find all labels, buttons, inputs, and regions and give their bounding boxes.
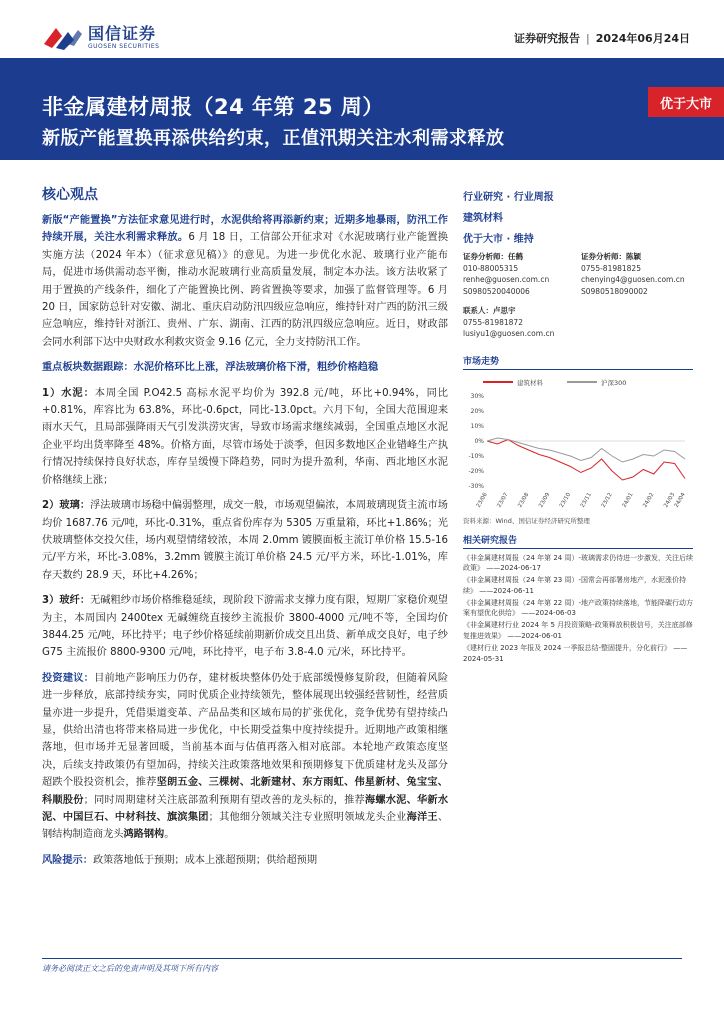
para-risk-body: 政策落地低于预期；成本上涨超预期；供给超预期 [92, 854, 318, 866]
analyst-phone: 010-88005315 [463, 263, 519, 273]
legend-label: 沪深300 [601, 378, 627, 387]
x-tick-label: 23/07 [496, 491, 510, 509]
para-policy-body: 6 月 18 日，工信部公开征求对《水泥玻璃行业产能置换实施方法（2024 年本）（征求意见稿）》的意见。为进一步优化水泥、玻璃行业产能布局，促进市场供需动态平衡，推动水泥玻璃行业高质量发展，制定本办法。该方法收紧了用于置换的产线条件，细化了产能置换比例、跨省置换等要求，加强了监督管理等。6 月 20 日，国家防总针对安徽、湖北、重庆启动防汛四级应急响应，维持针对广西的防汛三级应急响应，维持针对浙江、贵州、广东、湖南、江西的防汛四级应急响应。近日，财政部会同水利部下达中央财政水利救灾资金 9.16 亿元，全力支持防汛工作。 [42, 232, 448, 348]
chart-plot [463, 374, 693, 514]
report-category: 行业研究 · 行业周报 [463, 192, 554, 203]
legend-item [567, 378, 626, 387]
report-type: 证券研究报告 [514, 32, 581, 45]
y-tick-label: -20% [468, 467, 484, 475]
company-logo [42, 24, 159, 50]
stocks-consumer: 坚朗五金、三棵树、北新建材、东方雨虹、伟星新材、兔宝宝、科顺股份 [42, 777, 448, 806]
analyst-label: 证券分析师： [581, 252, 626, 261]
analyst-card [581, 251, 693, 297]
para-fiberglass [42, 592, 448, 662]
y-tick-label: 10% [470, 422, 484, 430]
related-report-item[interactable]: 《非金属建材行业 2024 年 5 月投资策略-政策释放积极信号，关注底部修复推进效果》 ——2024-06-01 [463, 621, 693, 641]
x-tick-label: 23/08 [517, 491, 531, 509]
para-risk [42, 852, 448, 869]
y-tick-label: 30% [470, 392, 484, 400]
contact-label: 联系人： [463, 306, 493, 315]
logo-name-cn: 国信证券 [88, 23, 157, 43]
legend-label: 建筑材料 [517, 378, 543, 387]
para-policy-lead: 新版“产能置换”方法征求意见进行时，水泥供给将再添新约束；近期多地暴雨，防汛工作持续开展，关注水利需求释放。 [42, 215, 448, 244]
logo-name-en: GUOSEN SECURITIES [88, 42, 160, 50]
x-tick-label: 23/11 [579, 491, 593, 509]
related-report-item[interactable]: 《非金属建材周报（24 年第 22 周）-地产政策持续落地，节能降碳行动方案有望优化供给》 ——2024-06-03 [463, 598, 694, 618]
contact-email[interactable]: lusiyu1@guosen.com.cn [463, 329, 555, 338]
analyst-cert: S0980518090002 [581, 286, 648, 296]
analyst-label: 证券分析师： [463, 252, 508, 261]
analyst-card [463, 251, 575, 297]
x-tick-label: 23/06 [475, 491, 489, 509]
related-reports [463, 553, 693, 665]
para-risk-lead: 风险提示： [42, 854, 93, 866]
analyst-email[interactable]: chenying4@guosen.com.cn [581, 275, 685, 284]
y-tick-label: -10% [468, 452, 484, 460]
related-report-item[interactable]: 《非金属建材周报（24 年第 23 周）-国常会再部署房地产，水泥涨价持续》 ——2024-06-11 [463, 576, 687, 595]
stocks-cyclical: 海螺水泥、华新水泥、中国巨石、中材科技、旗滨集团 [42, 794, 449, 823]
title-banner [0, 58, 724, 160]
y-tick-label: -30% [468, 482, 484, 490]
x-tick-label: 24/02 [642, 491, 656, 509]
x-tick-label: 24/01 [621, 491, 635, 509]
para-glass-lead: 2）玻璃： [42, 500, 91, 512]
legend-swatch [567, 381, 597, 383]
contact-card [463, 305, 693, 340]
y-tick-label: 0% [474, 437, 484, 445]
report-subtitle: 新版产能置换再添供给约束，正值汛期关注水利需求释放 [42, 128, 505, 149]
analyst-email[interactable]: renhe@guosen.com.cn [463, 275, 550, 284]
analyst-phone: 0755-81981825 [581, 263, 641, 273]
report-meta: 证券研究报告 | 2024年06月24日 [514, 32, 690, 45]
core-views [42, 186, 448, 877]
chart-source: 资料来源：Wind、国信证券经济研究所整理 [463, 516, 590, 525]
para-investment [42, 670, 448, 844]
para-investment-body-d: 、钢结构制造商龙头 [42, 812, 448, 841]
series-line [487, 438, 685, 462]
series-line [487, 439, 685, 480]
x-tick-label: 24/03 [663, 491, 677, 509]
market-trend-heading: 市场走势 [463, 354, 693, 370]
industry-name: 建筑材料 [463, 213, 503, 224]
chart-legend [483, 378, 650, 387]
stock-steel: 鸿路钢构 [123, 829, 165, 841]
logo-mark-icon [42, 24, 82, 50]
para-fiberglass-lead: 3）玻纤： [42, 595, 91, 607]
industry-rating: 优于大市 · 维持 [463, 234, 534, 245]
para-glass [42, 497, 448, 584]
market-trend-chart [463, 374, 693, 514]
analyst-cert: S0980520040006 [463, 286, 530, 296]
footer-disclaimer: 请务必阅读正文之后的免责声明及其项下所有内容 [42, 958, 682, 974]
para-policy [42, 212, 448, 351]
analyst-list [463, 251, 693, 297]
para-fiberglass-body: 无碱粗纱市场价格维稳延续，现阶段下游需求支撑力度有限，短期厂家稳价观望为主，本周国内 2400tex 无碱缠绕直接纱主流报价 3800-4000 元/吨不等，全国均价 3844.25 元/吨，环比持平；电子纱价格延续前期新价成交且出货、新单成交良好，电子纱 G75 主流报价 8800-9300 元/吨，环比持平，电子布 3.8-4.0 元/米，环比持平。 [42, 595, 448, 659]
rating-badge: 优于大市 [648, 87, 724, 117]
legend-item [483, 378, 543, 387]
para-tracking: 重点板块数据跟踪：水泥价格环比上涨，浮法玻璃价格下滑，粗纱价格趋稳 [42, 362, 379, 374]
related-heading: 相关研究报告 [463, 533, 693, 549]
x-tick-label: 24/04 [673, 491, 687, 509]
para-cement-lead: 1）水泥： [42, 387, 95, 399]
analyst-name: 陈颖 [626, 252, 641, 261]
report-title: 非金属建材周报（24 年第 25 周） [42, 95, 384, 119]
related-report-item[interactable]: 《非金属建材周报（24 年第 24 周）-玻璃需求仍待进一步激发，关注后续政策》 ——2024-06-17 [463, 553, 694, 573]
para-investment-end: 。 [164, 829, 175, 841]
y-tick-label: 20% [470, 407, 484, 415]
para-investment-body-c: ；其他细分领域关注专业照明领域龙头企业 [208, 812, 407, 823]
para-cement [42, 385, 448, 489]
contact-phone: 0755-81981872 [463, 317, 523, 327]
contact-name: 卢思宇 [493, 306, 516, 315]
legend-swatch [483, 381, 513, 383]
related-report-item[interactable]: 《建材行业 2023 年报及 2024 一季报总结-整固提升，分化前行》 ——2024-05-31 [463, 643, 688, 663]
core-heading: 核心观点 [42, 187, 98, 203]
x-tick-label: 23/09 [538, 491, 552, 509]
para-investment-body-a: 目前地产影响压力仍存，建材板块整体仍处于底部缓慢修复阶段，但随着风险进一步释放，底部持续夯实，同时优质企业持续领先，整体展现出较强经营韧性，经营质量亦进一步提升，凭借渠道变革、产品品类和区域布局的扩张优化，竞争优势有望持续凸显，供给出清也将带来格局进一步优化，中长期受益集中度持续提升。近期地产政策相继落地，但市场并无显著回暖，当前基本面与估值再落入相对底部。本轮地产政策态度坚决，后续支持政策仍有望加码，持续关注政策落地效果和预期修复下优质建材龙头及部分超跌个股投资机会，推荐 [42, 672, 449, 789]
sidebar [463, 190, 693, 665]
para-cement-body: 本周全国 P.O42.5 高标水泥平均价为 392.8 元/吨，环比+0.94%，同比+0.81%，库容比为 63.8%，环比-0.6pct，同比-13.0pct。六月下旬，全国大范围迎来雨水天气，且局部强降雨天气引发洪涝灾害，导致市场需求继续减弱，全国重点地区水泥企业平均出货率降至 48%。价格方面，尽管市场处于淡季，但因多数地区企业错峰生产执行情况持续保持良好状态，库存呈缓慢下降趋势，同时为提升盈利，华南、西北地区水泥价格继续上涨； [42, 387, 448, 486]
analyst-name: 任鹤 [508, 252, 523, 261]
para-glass-body: 浮法玻璃市场稳中偏弱整理，成交一般，市场观望偏浓，本周玻璃现货主流市场均价 1687.76 元/吨，环比-0.31%，重点省份库存为 5305 万重量箱，环比+1.86%；光伏玻璃整体交投欠佳，场内观望情绪较浓，本周 2.0mm 镀膜面板主流订单价格 15.5-16 元/平方米，环比-3.08%，3.2mm 镀膜主流订单价格 24.5 元/平方米，环比-1.01%，库存天数约 28.9 天，环比+4.26%； [42, 500, 448, 581]
stock-lighting: 海洋王 [406, 812, 438, 823]
report-date: 2024年06月24日 [595, 32, 690, 45]
para-investment-lead: 投资建议： [42, 672, 95, 684]
para-investment-body-b: ；同时周期建材关注底部盈利预期有望改善的龙头标的，推荐 [83, 794, 365, 806]
x-tick-label: 23/10 [558, 491, 573, 509]
x-tick-label: 23/12 [600, 491, 614, 509]
